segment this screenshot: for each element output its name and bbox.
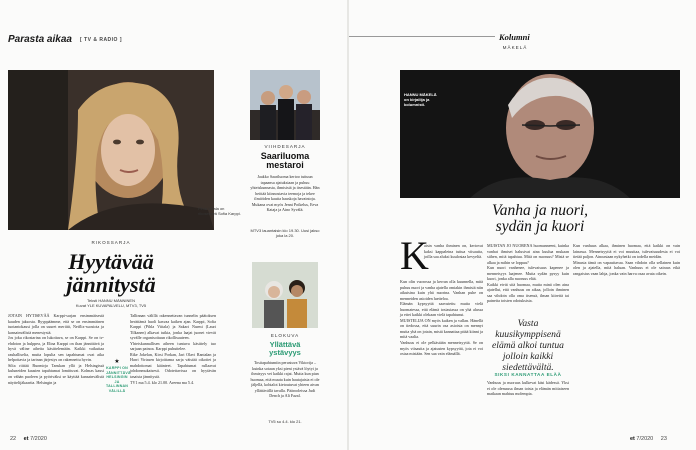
left-issue: 7/2020 bbox=[30, 436, 47, 442]
section-title: Parasta aikaa bbox=[8, 34, 72, 45]
column-headline bbox=[400, 203, 680, 236]
main-photo bbox=[8, 70, 214, 230]
small-article-2-meta: TV5 su 4.4. klo 21. bbox=[268, 419, 302, 424]
right-issue: 7/2020 bbox=[636, 436, 654, 442]
column-headline-line2: sydän ja kuori bbox=[495, 218, 585, 236]
main-article-byline-1: Teksti HANNU MÄNNINEN bbox=[86, 298, 135, 303]
saariluoma-photo bbox=[250, 70, 320, 140]
main-headline-line2: jännitystä bbox=[66, 272, 156, 298]
small-headline-1-line1: Saariluoma bbox=[260, 151, 310, 161]
column-label: Kolumni bbox=[495, 32, 534, 42]
small-article-1-body: Jaakko Saariluoma kertoo tuttuun tapaansa ajatuksiaan ja puhuu yhteiskunnasta, ihmisistä ja itsestään. Hän heittää kiinnostavia teemoja ja tekee ilmiöiden kautta hauskoja havaintoja. Mukana ovat myös Jenni Poikelus, Eeva Kataja ja Aino Syvälä. bbox=[250, 174, 320, 213]
left-page-number: 22 bbox=[10, 436, 17, 442]
main-photo-caption: Pihla Viitala on rikosetsivä Sofia Karppi. bbox=[198, 206, 241, 216]
star-icon: ★ bbox=[114, 358, 120, 365]
small-headline-2-line1: Yllättävä bbox=[269, 340, 301, 349]
main-col2-paragraph: Yhteiskunnallisen aiheen tuntuva käsittely tuo sarjaan painoa. Karppi puhuttelee. bbox=[130, 340, 216, 352]
main-col2-paragraph: Rike Jokelan, Kirsi Porkan, Jari Olavi Rantalan ja Harri Virtasen kirjoittama sarja väistää oikotiet ja mahdottomat käänteet. Tapahtumat rullaavat johdonmukaisesti. Odotettavissa on hyytävän tasaista jännitystä. bbox=[130, 351, 216, 380]
column-lead: aisin vanha ihminen on, kertovat kaksi kappaleina tuttua viisautta, joilla saa aluksi kuulostaa kevyeltä. bbox=[424, 243, 483, 260]
page-gutter bbox=[347, 0, 349, 450]
main-article-column-1 bbox=[8, 313, 104, 443]
column-1-paragraph: Vanhuus ei ole pelkästään menneisyyttä. Se on myös viisautta ja ajatusten kypsyyttä, jota ei voi ostaa mistään. Sen saa vain elämällä. bbox=[400, 340, 483, 357]
main-article-headline bbox=[8, 250, 214, 296]
main-col1-paragraph: Jos joku rikostarina on lukottava, se on Karppi. Se on tv-ehdoton ja hulppea, ja Elina Karppi on ihan jännittävä ja hyvä väline aiheita käsittelemään. Kaikki vaikuttaa rauhalliselta, mutta lopulta sen tapahtumat ovat aika helpottavia ja tarinan järjestys on rakennettu hyvin. bbox=[8, 335, 104, 363]
column-3-paragraph: Kun vanhuus alkaa, ihminen huomaa, että kaikki on vain lainassa. Menneisyyttä ei voi muuttaa, tulevaisuudesta ei voi tietää paljon. Ainoastaan nykyhetki on todella meidän. bbox=[573, 243, 680, 260]
main-article-column-2 bbox=[130, 313, 216, 445]
small-article-1-headline bbox=[250, 152, 320, 171]
small-article-2-kicker: ELOKUVA bbox=[270, 333, 300, 338]
column-body-1 bbox=[400, 279, 483, 425]
column-1-paragraph: MUISTELIJA ON myös kaiken ja vallan. Hänellä on tiedossa, että suurin osa asioista on mennyt mutta yhä on jotain, mistä kannattaa pitää kiinni ja mitä vaalia. bbox=[400, 317, 483, 340]
main-headline-line1: Hyytävää bbox=[68, 249, 154, 274]
column-body-2-end: Vanhuus ja nuoruus kulkevat käsi kädessä. Yksi ei ole olemassa ilman toista ja elämän mittaiseen matkaan mahtuu molempia. bbox=[487, 380, 569, 397]
main-article-pull-text: KARPPI ON JÄNNITTÄVÄ HELSINGIN JA TALLINNAN VÄLILLÄ bbox=[106, 366, 131, 393]
column-2-paragraph: Kaikki eivät sitä huomaa, mutta minä olen aina ajatellut, että vanhuus on aikaa, jolloin ihminen saa vihdoin olla oma itsensä, ilman kiirettä tai paineita toisten odotuksista. bbox=[487, 281, 569, 304]
portrait-caption: HANNU MÄKELÄ on kirjailija ja kolumnisti. bbox=[404, 92, 437, 107]
column-headline-line1: Vanha ja nuori, bbox=[491, 202, 589, 219]
column-3-paragraph: Minusta tämä on vapauttavaa. Saan vihdoin olla sellainen kuin olen ja ajatella, mitä haluan. Vanhuus ei ole sairaus eikä rangaistus vaan lahja, jonka vain harva osaa avata oikein. bbox=[573, 259, 680, 276]
dropcap: K bbox=[400, 233, 429, 278]
column-author: MÄKELÄ bbox=[502, 45, 528, 50]
main-col2-paragraph: TV1 ma 5.4. klo 21.00. Areena ma 5.4. bbox=[130, 379, 195, 385]
left-folio bbox=[10, 436, 47, 442]
film-still-image bbox=[252, 262, 318, 328]
column-1-paragraph: Elämän kypsyyttä saavutettu mutta vielä huomatessa, että elämä tosiasiassa on yhä alussa ja ettei kaikki olekaan vielä tapahtunut. bbox=[400, 301, 483, 318]
column-2-paragraph: MUISTAN JO NUORENA huomanneeni, kuinka vanhat ihmiset halusivat aina kuulua mukaan siihen, mitä tapahtuu. Mitä on nuoruus? Mistä se alkaa ja mihin se loppuu? bbox=[487, 243, 569, 265]
section-tag: [ TV & RADIO ] bbox=[80, 37, 122, 43]
woman-portrait-image bbox=[8, 70, 214, 230]
left-brand: et bbox=[23, 436, 29, 442]
right-brand: et bbox=[630, 436, 635, 442]
small-article-1-kicker: VIIHDESARJA bbox=[264, 144, 306, 149]
columnist-portrait bbox=[400, 70, 680, 198]
right-page-number: 23 bbox=[660, 436, 667, 442]
main-article-kicker: RIKOSSARJA bbox=[91, 240, 131, 245]
small-article-2-body: Tositapahtumiin perustuva Viktorija – kuinka sotaan yksi pieni ystävä löytyi ja ihmisyys vei kaikki rajat. Mutta kun pian huomaa, että muuta kuin hautajaisia ei ole jäljellä, kohtalot kietoutuvat yhteen aivan yllättävällä tavalla. Päärooleissa Judi Dench ja Ali Fazal. bbox=[250, 360, 320, 399]
main-col1-paragraph: Silta riittää Buomirja Tanskan yllä ja Helsingissä kuluneiden kausien tapahtumat lomittuvat. Kolmas kausi on vähän puoleen ja pyöriväksi se käyttää kansainvälistä näyttelijäkaartia. Helsingin ja bbox=[8, 362, 104, 385]
right-folio bbox=[630, 436, 667, 442]
column-2-paragraph: Kun nuori vanhenee, tulevaisuus kapenee ja menneisyys laajenee. Mutta sydän pysyy kuin kuori, jonka alla nuoruus elää. bbox=[487, 265, 569, 282]
main-col2-paragraph: Tallinnan välillä rakennettavan tunnelin päätoksen herättämä huoli kasvaa kaiken ajan. Karppi, Sofia Karppi (Pihla Viitala) ja Sakari Nurmi (Lauri Tilkanen) alkavat tutkia, jonka laajat juonet vievät syvälle organisoituun rikollisuuteen. bbox=[130, 313, 216, 341]
group-photo-image bbox=[250, 70, 320, 140]
main-col1-paragraph: JOTAIN HYTISEVÄÄ Karppi-sarjan ensimmäisestä kauden jaksosta. Ryyppäämme, että se on ensimmäinen tuotantokausi jolla on suuret meriitit, Netflix-suosiota ja kansainvälistä menestystä. bbox=[8, 313, 104, 335]
small-headline-1-line2: mestaroi bbox=[266, 160, 304, 171]
columnist-portrait-image bbox=[400, 70, 680, 198]
column-pull-quote: Vasta kuusikymppisenä elämä alkoi tuntua jolloin kaikki siedettävältä. bbox=[492, 318, 564, 373]
small-headline-2-line2: ystävyys bbox=[269, 347, 301, 357]
column-pull-green: SIKSI KANNATTAA ELÄÄ bbox=[494, 372, 562, 377]
elokuva-photo bbox=[252, 262, 318, 328]
column-1-paragraph: Kun olin vuorossa ja kerran olla kuunnella, mitä puhuu nuori ja vanha ajatella omiakin ihmisiä niin aikuisina kuin yhä nuorina. Vanhan puhe on menneiden asioiden luetteloa. bbox=[400, 279, 483, 301]
small-article-1-meta: MTV3 lauantaisin klo 19.30. Uusi jakso joka la 20. bbox=[250, 228, 320, 238]
small-article-2-headline bbox=[250, 341, 320, 357]
main-article-byline-2: Kuvat YLE KUVAPALVELU, MTV3, TV5 bbox=[75, 303, 147, 308]
column-body-3 bbox=[573, 243, 680, 425]
column-body-2 bbox=[487, 243, 569, 304]
